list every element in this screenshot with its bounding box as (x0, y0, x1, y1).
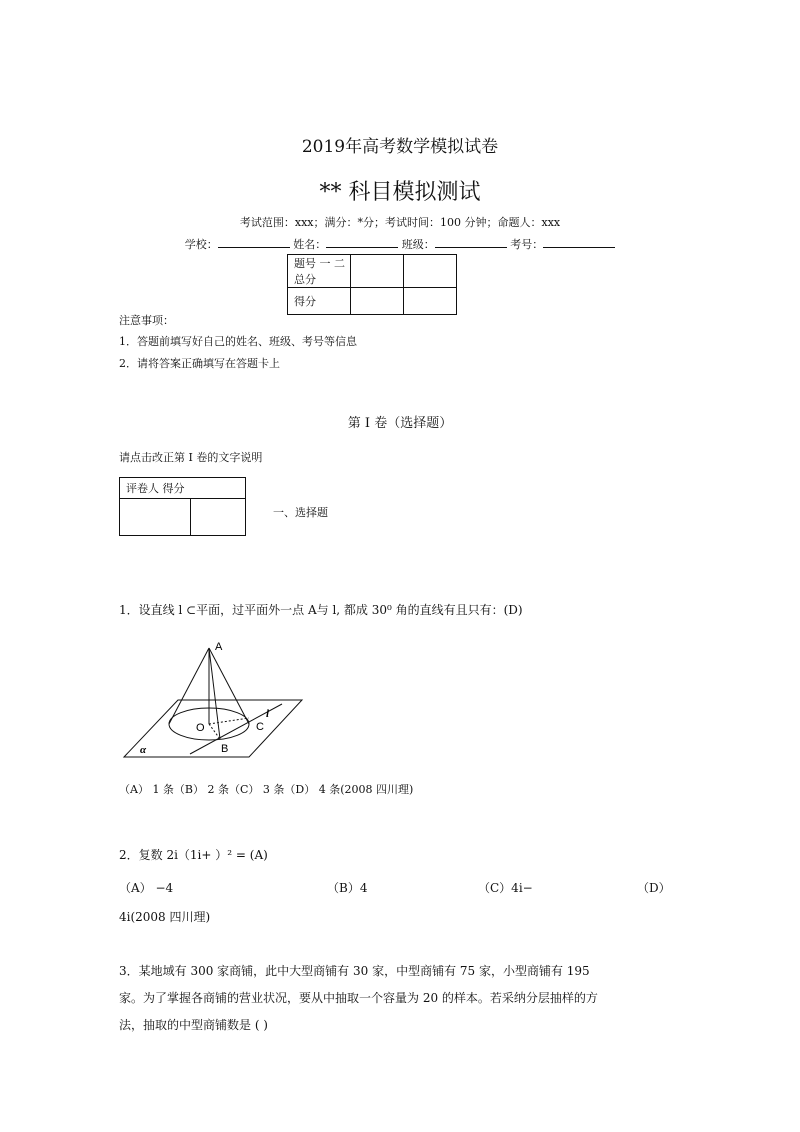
label-right: C (256, 721, 264, 733)
notes-heading: 注意事项： (119, 314, 174, 327)
question-2-text: 2．复数 2i（1i+ ）² = (A) (119, 848, 268, 862)
number-blank[interactable] (543, 237, 615, 248)
label-bottom: B (221, 743, 229, 755)
name-blank[interactable] (326, 237, 398, 248)
score-cell (404, 255, 457, 288)
reviewer-table (119, 477, 246, 536)
class-label: 班级： (401, 238, 435, 251)
section-title: 第 I 卷（选择题） (347, 416, 453, 431)
table-row (288, 255, 457, 288)
reviewer-header-cell: 评卷人 得分 (120, 478, 246, 499)
cone-edge (209, 648, 249, 724)
score-table (287, 254, 457, 315)
reviewer-cell (120, 499, 191, 536)
part-title: 一、选择题 (273, 506, 328, 519)
question-1-options: （A） 1 条（B） 2 条（C） 3 条（D） 4 条(2008 四川理) (119, 783, 414, 796)
score-label-cell: 得分 (288, 288, 351, 315)
score-cell (351, 288, 404, 315)
exam-info-line: 考试范围：xxx；满分：*分；考试时间：100 分钟；命题人：xxx (239, 216, 561, 229)
label-apex: A (215, 641, 223, 653)
note-item: 1．答题前填写好自己的姓名、班级、考号等信息 (119, 335, 357, 348)
table-row (120, 499, 246, 536)
school-blank[interactable] (218, 237, 290, 248)
label-line: l (266, 708, 270, 720)
cone-edge (169, 648, 209, 724)
table-row (288, 288, 457, 315)
question-2-option-c: （C）4i− (478, 881, 533, 895)
question-2-option-a: （A） −4 (119, 881, 174, 895)
question-2-option-d: （D） (637, 881, 671, 895)
note-item: 2．请将答案正确填写在答题卡上 (119, 357, 280, 370)
score-cell (191, 499, 246, 536)
section-instruction: 请点击改正第 I 卷的文字说明 (119, 451, 263, 464)
table-row (120, 478, 246, 499)
question-1-text: 1．设直线 l ⊂平面，过平面外一点 A与 l, 都成 30⁰ 角的直线有且只有：(D) (119, 603, 523, 617)
radius-oc (209, 718, 249, 724)
class-blank[interactable] (435, 237, 507, 248)
name-label: 姓名： (293, 238, 327, 251)
label-center: O (196, 722, 205, 734)
question-3-line-2: 家。为了掌握各商铺的营业状况，要从中抽取一个容量为 20 的样本。若采纳分层抽样的方 (119, 991, 598, 1005)
school-label: 学校： (184, 238, 218, 251)
student-info-line (0, 236, 800, 252)
score-header-cell: 题号 一 二 总分 (288, 255, 351, 288)
question-3-line-3: 法，抽取的中型商铺数是 ( ) (119, 1018, 268, 1032)
exam-subtitle: ** 科目模拟测试 (319, 180, 481, 205)
score-cell (351, 255, 404, 288)
question-3-line-1: 3．某地域有 300 家商铺，此中大型商铺有 30 家，中型商铺有 75 家，小型商铺有 195 (119, 964, 590, 978)
number-label: 考号： (510, 238, 544, 251)
question-2-option-b: （B）4 (327, 881, 368, 895)
question-2-tail: 4i(2008 四川理) (119, 910, 211, 924)
exam-title: 2019年高考数学模拟试卷 (301, 137, 499, 157)
label-plane: α (140, 744, 147, 756)
generatrix-ab (209, 648, 220, 739)
cone-plane-figure (120, 638, 310, 763)
score-cell (404, 288, 457, 315)
